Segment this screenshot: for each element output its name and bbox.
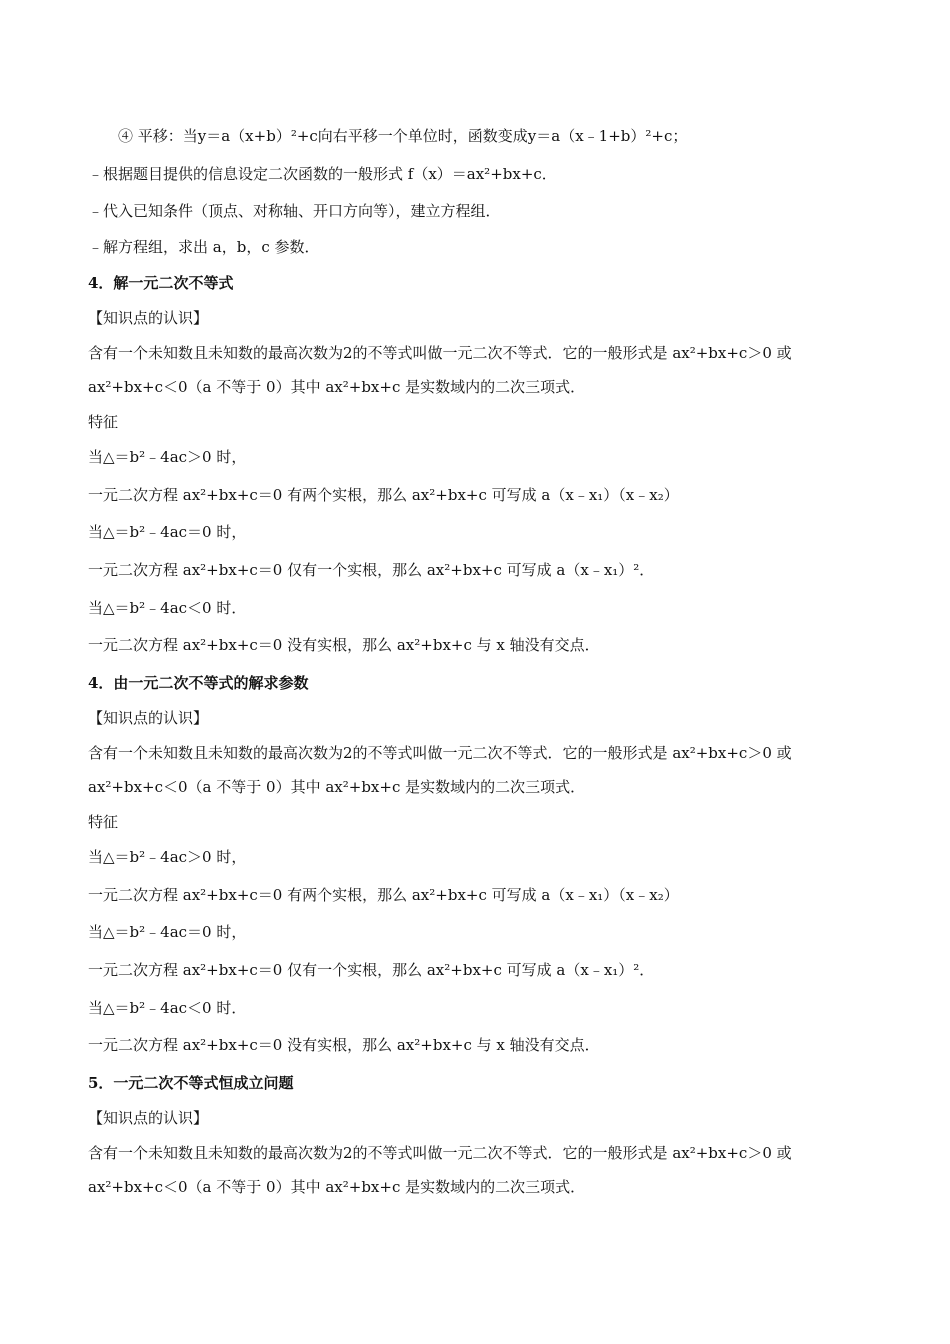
case-line: 当△＝b²﹣4ac＜0 时． (88, 599, 247, 617)
case-line: 一元二次方程 ax²+bx+c＝0 有两个实根，那么 ax²+bx+c 可写成 a（x﹣x₁）（x﹣x₂） (88, 886, 679, 904)
feature-label: 特征 (88, 813, 119, 831)
text-line: ﹣代入已知条件（顶点、对称轴、开口方向等），建立方程组． (88, 202, 501, 220)
case-line: 当△＝b²﹣4ac＝0 时， (88, 523, 247, 541)
knowledge-label: 【知识点的认识】 (88, 1109, 209, 1127)
section-heading: 4．由一元二次不等式的解求参数 (88, 674, 309, 692)
text-line: ④ 平移：当y＝a（x+b）²+c向右平移一个单位时，函数变成y＝a（x﹣1+b）²+c； (118, 127, 688, 145)
section-heading: 4．解一元二次不等式 (88, 274, 234, 292)
text-line: ﹣解方程组，求出 a，b，c 参数． (88, 238, 320, 256)
case-line: 当△＝b²﹣4ac＞0 时， (88, 448, 247, 466)
paragraph-line: 含有一个未知数且未知数的最高次数为2的不等式叫做一元二次不等式．它的一般形式是 ax²+bx+c＞0 或 (88, 744, 792, 762)
paragraph-line: 含有一个未知数且未知数的最高次数为2的不等式叫做一元二次不等式．它的一般形式是 ax²+bx+c＞0 或 (88, 1144, 792, 1162)
paragraph-line: ax²+bx+c＜0（a 不等于 0）其中 ax²+bx+c 是实数域内的二次三项式． (88, 378, 586, 396)
section-heading: 5．一元二次不等式恒成立问题 (88, 1074, 294, 1092)
case-line: 一元二次方程 ax²+bx+c＝0 没有实根，那么 ax²+bx+c 与 x 轴没有交点． (88, 636, 600, 654)
case-line: 一元二次方程 ax²+bx+c＝0 仅有一个实根，那么 ax²+bx+c 可写成 a（x﹣x₁）²． (88, 561, 655, 579)
knowledge-label: 【知识点的认识】 (88, 709, 209, 727)
feature-label: 特征 (88, 413, 119, 431)
knowledge-label: 【知识点的认识】 (88, 309, 209, 327)
text-line: ﹣根据题目提供的信息设定二次函数的一般形式 f（x）＝ax²+bx+c． (88, 165, 557, 183)
case-line: 一元二次方程 ax²+bx+c＝0 有两个实根，那么 ax²+bx+c 可写成 a（x﹣x₁）（x﹣x₂） (88, 486, 679, 504)
paragraph-line: 含有一个未知数且未知数的最高次数为2的不等式叫做一元二次不等式．它的一般形式是 ax²+bx+c＞0 或 (88, 344, 792, 362)
paragraph-line: ax²+bx+c＜0（a 不等于 0）其中 ax²+bx+c 是实数域内的二次三项式． (88, 1178, 586, 1196)
paragraph-line: ax²+bx+c＜0（a 不等于 0）其中 ax²+bx+c 是实数域内的二次三项式． (88, 778, 586, 796)
case-line: 当△＝b²﹣4ac＝0 时， (88, 923, 247, 941)
case-line: 一元二次方程 ax²+bx+c＝0 仅有一个实根，那么 ax²+bx+c 可写成 a（x﹣x₁）²． (88, 961, 655, 979)
case-line: 当△＝b²﹣4ac＞0 时， (88, 848, 247, 866)
case-line: 一元二次方程 ax²+bx+c＝0 没有实根，那么 ax²+bx+c 与 x 轴没有交点． (88, 1036, 600, 1054)
case-line: 当△＝b²﹣4ac＜0 时． (88, 999, 247, 1017)
